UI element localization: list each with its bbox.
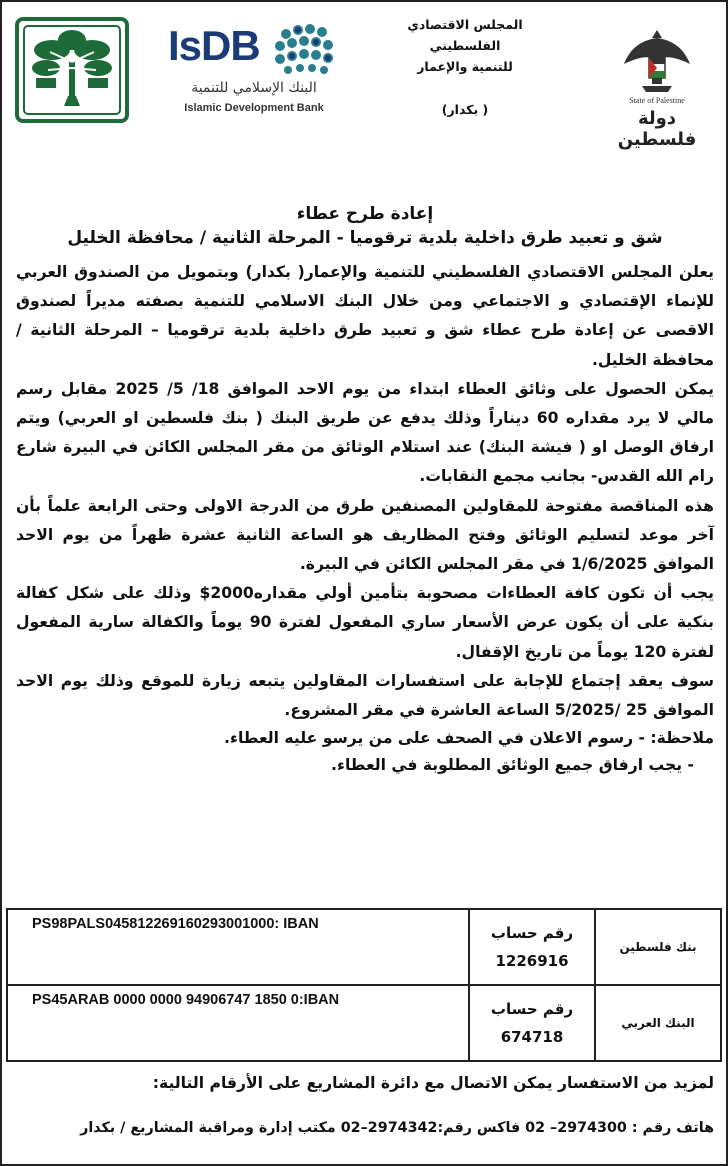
palestine-eagle-emblem-icon	[602, 24, 712, 96]
note-advertising-fees: ملاحظة: - رسوم الاعلان في الصحف على من يرسو عليه العطاء.	[224, 729, 714, 748]
announcement-body	[16, 202, 714, 779]
state-english-name: State of Palestine	[629, 96, 685, 105]
paragraph-documents: يمكن الحصول على وثائق العطاء ابتداء من يوم الاحد الموافق 18/ 5/ 2025 مقابل رسم مالي لا يرد مقداره 60 ديناراً وذلك يدفع عن طريق البنك ( بنك فلسطين او العربي) ويتم ارفاق الوصل او ( فيشة البنك) عند استلام الوثائق من مقر المجلس الكائن في البيرة شارع رام الله القدس- بجانب مجمع النقابات.	[16, 379, 715, 486]
state-of-palestine-logo	[602, 24, 712, 150]
isdb-globe-icon	[266, 22, 342, 78]
account-label: رقم حساب	[490, 1000, 574, 1018]
account-number: 674718	[500, 1028, 564, 1046]
council-line-3: للتنمية والإعمار	[417, 59, 513, 74]
arab-fund-logo-icon	[14, 16, 130, 124]
state-arabic-name: دولة فلسطين	[617, 108, 697, 150]
inquiry-text: لمزيد من الاستفسار يمكن الاتصال مع دائرة المشاريع على الأرقام التالية:	[152, 1074, 714, 1092]
table-row	[7, 909, 721, 985]
bank-accounts-table	[6, 908, 722, 1062]
paragraph-meeting: سوف يعقد إجتماع للإجابة على استفسارات المقاولين يتبعه زيارة للموقع وذلك يوم الاحد الموافق 25 /5/2025 الساعة العاشرة في مقر المشروع.	[16, 671, 714, 720]
paragraph-guarantee: يجب أن تكون كافة العطاءات مصحوبة بتأمين أولي مقداره2000$ وذلك على شكل كفالة بنكية على أن يكون عرض الأسعار ساري المفعول لفترة 90 يوماً والكفالة سارية المفعول لفترة 120 يوماً من تاريخ الإقفال.	[16, 584, 714, 661]
note-required-documents: - يجب ارفاق جميع الوثائق المطلوبة في العطاء.	[331, 756, 694, 775]
council-abbreviation: ( بكدار)	[441, 102, 489, 117]
account-number: 1226916	[495, 952, 569, 970]
contact-footer	[16, 1068, 714, 1136]
paragraph-eligibility: هذه المناقصة مفتوحة للمقاولين المصنفين طرق من الدرجة الاولى وحتى الرابعة علماً بأن آخر موعد لتسليم الوثائق وفتح المظاريف هو الساعة الثانية عشرة ظهراً من يوم الاحد الموافق 1/6/2025 في مقر المجلس الكائن في البيرة.	[16, 496, 714, 574]
account-label: رقم حساب	[490, 924, 574, 942]
council-name-block	[390, 14, 540, 120]
iban-value: PS98PALS045812269160293001000: IBAN	[7, 909, 469, 985]
bank-name: بنك فلسطين	[595, 909, 721, 985]
isdb-logo-text: IsDB	[168, 22, 260, 69]
announcement-title: إعادة طرح عطاء	[296, 204, 434, 224]
isdb-logo	[162, 16, 348, 128]
account-cell	[469, 985, 595, 1061]
isdb-english-name: Islamic Development Bank	[184, 102, 324, 114]
table-row	[7, 985, 721, 1061]
council-line-2: الفلسطيني	[429, 38, 501, 53]
contact-numbers: هاتف رقم : 2974300– 02 فاكس رقم:2974342–02 مكتب إدارة ومراقبة المشاريع / بكدار	[80, 1120, 714, 1136]
isdb-arabic-name: البنك الإسلامي للتنمية	[191, 80, 317, 96]
bank-name: البنك العربي	[595, 985, 721, 1061]
iban-value: PS45ARAB 0000 0000 94906747 1850 0:IBAN	[7, 985, 469, 1061]
header	[2, 2, 726, 182]
paragraph-intro: يعلن المجلس الاقتصادي الفلسطيني للتنمية والإعمار( بكدار) وبتمويل من الصندوق العربي للإنماء الإقتصادي و الاجتماعي ومن خلال البنك الاسلامي للتنمية بصفته مديراً لصندوق الاقصى عن إعادة طرح عطاء شق و تعبيد طرق داخلية بلدية ترقوميا – المرحلة الثانية / محافظة الخليل.	[16, 263, 714, 369]
council-line-1: المجلس الاقتصادي	[407, 17, 523, 32]
account-cell	[469, 909, 595, 985]
announcement-subtitle: شق و تعبيد طرق داخلية بلدية ترقوميا - المرحلة الثانية / محافظة الخليل	[67, 228, 663, 248]
